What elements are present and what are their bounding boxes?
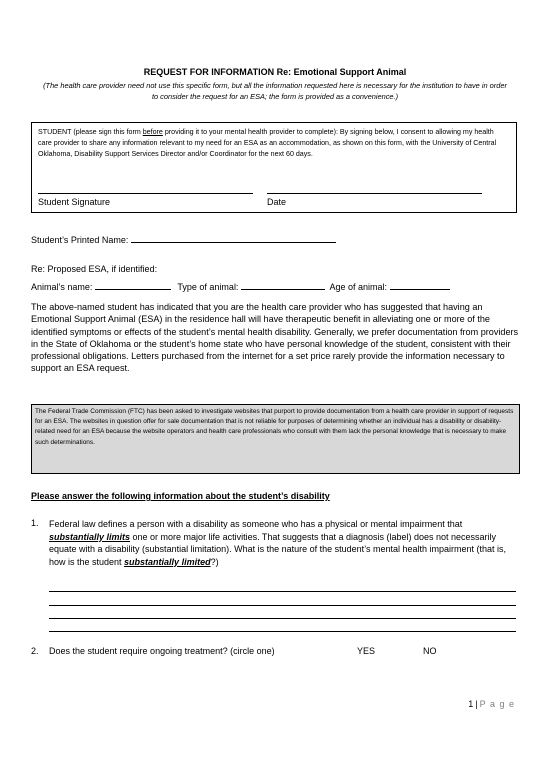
date-line[interactable] bbox=[267, 193, 482, 194]
signature-label: Student Signature bbox=[38, 197, 111, 207]
main-paragraph: The above-named student has indicated that you are the health care provider who has suggested that having an Emotional Support Animal (ESA) in the residence hall will have therapeutic benefit in alleviating one or more of the identified symptoms or effects of the student’s mental health disability. Generally, we prefer documentation from providers in the State of Oklahoma or the student’s home state who have personal knowledge of the student, consistent with their professional obligations. Letters purchased from the internet for a set price rarely provide the information necessary to support an ESA request. bbox=[31, 302, 519, 374]
page-footer bbox=[455, 699, 515, 709]
animal-age-field[interactable] bbox=[390, 280, 450, 290]
no-option[interactable]: NO bbox=[423, 646, 437, 656]
section-heading: Please answer the following information about the student’s disability bbox=[31, 491, 330, 501]
animal-type-label: Type of animal: bbox=[177, 282, 239, 292]
question-1-part: one or more major life activities. That suggests that a diagnosis (label) does not necessarily equate with a disability (substantial limitation). What is the nature of the student’s mental health impairment (that is, how is the student bbox=[49, 531, 507, 567]
page-number: 1 bbox=[468, 699, 474, 709]
answer-line[interactable] bbox=[49, 618, 516, 619]
consent-text bbox=[38, 127, 508, 161]
ftc-notice-box bbox=[31, 404, 520, 474]
printed-name-label: Student’s Printed Name: bbox=[31, 235, 129, 245]
page-label: P a g e bbox=[479, 699, 515, 709]
yes-option[interactable]: YES bbox=[357, 646, 376, 656]
footer-separator: | bbox=[475, 699, 478, 709]
consent-text-part: STUDENT (please sign this form bbox=[38, 128, 143, 136]
answer-line[interactable] bbox=[49, 631, 516, 632]
printed-name-row bbox=[31, 233, 336, 245]
question-1-text bbox=[49, 518, 519, 568]
form-title: REQUEST FOR INFORMATION Re: Emotional Support Animal bbox=[143, 67, 407, 77]
form-subtitle: (The health care provider need not use this specific form, but all the information requested here is necessary for the institution to have in order to consider the request for an ESA; the form is provided as a convenience.) bbox=[43, 81, 507, 101]
question-1-part: ?) bbox=[210, 556, 219, 567]
animal-age-label: Age of animal: bbox=[329, 282, 388, 292]
answer-line[interactable] bbox=[49, 591, 516, 592]
consent-text-part: providing it to your mental health provider to complete): By signing below, I consent to allowing my health care provider to share any information relevant to my need for an ESA as an accommodation, as shown on this form, with the University of Central Oklahoma, Disability Support Services Director and/or Coordinator for the next 60 days. bbox=[38, 128, 497, 159]
answer-line[interactable] bbox=[49, 605, 516, 606]
signature-line[interactable] bbox=[38, 193, 253, 194]
animal-info-row bbox=[31, 280, 450, 292]
animal-name-label: Animal’s name: bbox=[31, 282, 93, 292]
proposed-esa-label: Re: Proposed ESA, if identified: bbox=[31, 264, 158, 274]
question-2-number: 2. bbox=[31, 646, 39, 656]
animal-name-field[interactable] bbox=[95, 280, 171, 290]
printed-name-field[interactable] bbox=[131, 233, 336, 243]
question-1-part: Federal law defines a person with a disability as someone who has a physical or mental impairment that bbox=[49, 519, 463, 529]
animal-type-field[interactable] bbox=[241, 280, 325, 290]
ftc-notice-text: The Federal Trade Commission (FTC) has been asked to investigate websites that purport to provide documentation from a health care provider in support of requests for an ESA. The websites in question offer for sale documentation that is not reliable for purposes of determining whether an individual has a disability or disability-related need for an ESA because the website operators and health care professionals who consult with them lack the personal knowledge that is necessary to make such determinations. bbox=[35, 408, 514, 446]
question-1-emphasis: substantially limits bbox=[49, 531, 131, 542]
question-1-number: 1. bbox=[31, 518, 39, 528]
date-label: Date bbox=[267, 197, 287, 207]
question-2-text: Does the student require ongoing treatment? (circle one) bbox=[49, 646, 275, 656]
consent-text-emphasis: before bbox=[142, 128, 163, 136]
question-1-emphasis: substantially limited bbox=[124, 556, 211, 567]
student-consent-box bbox=[31, 122, 517, 213]
